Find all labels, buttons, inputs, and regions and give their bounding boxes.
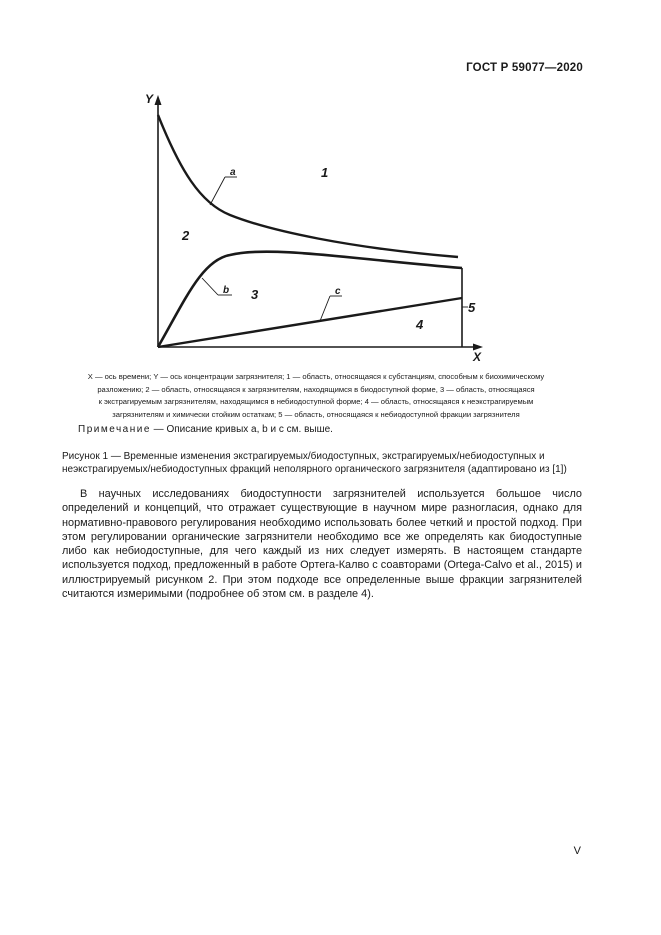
- region-label-1: 1: [321, 165, 329, 180]
- note-dash: —: [153, 424, 164, 435]
- leader-b: [202, 278, 218, 295]
- figure-note: [78, 424, 333, 435]
- figure-legend: [48, 371, 584, 421]
- y-axis-label: Y: [145, 92, 154, 106]
- curve-b: [158, 252, 462, 347]
- curve-label-a: a: [230, 167, 236, 178]
- legend-line: X — ось времени; Y — ось концентрации загрязнителя; 1 — область, относящаяся к субстанциям, способным к биохимическому: [87, 372, 545, 381]
- region-label-2: 2: [182, 228, 190, 243]
- page-number: V: [573, 845, 581, 857]
- region-label-5: 5: [468, 300, 476, 315]
- curve-a: [158, 115, 458, 257]
- body-text: [62, 487, 582, 601]
- region-label-3: 3: [251, 287, 259, 302]
- diagram-svg: [130, 85, 500, 375]
- leader-a: [210, 177, 225, 205]
- legend-line: разложению; 2 — область, относящаяся к загрязнителям, находящимся в биодоступной форме, 3 — область, относящаяся: [97, 384, 535, 394]
- body-paragraph: В научных исследованиях биодоступности загрязнителей используется большое число определений и концепций, что отражает существующие в научном мире разногласия, однако для нормативно-правового регулирования необходимо использовать более четкий и простой подход. При этом регулировании органические загрязнители необходимо все же определять как биодоступные либо как небиодоступные, для чего каждый из них следует измерять. В настоящем стандарте используется подход, предложенный в работе Ортега-Калво с соавторами (Ortega-Calvo et al., 2015) и иллюстрируемый рисунком 2. При этом подходе все определенные выше фракции загрязнителей считаются измеримыми (подробнее об этом см. в разделе 4).: [62, 488, 582, 601]
- legend-line: загрязнителям и химически стойким остаткам; 5 — область, относящаяся к небиодоступной фракции загрязнителя: [112, 409, 520, 419]
- note-label: Примечание: [78, 424, 151, 435]
- caption-line: неэкстрагируемых/небиодоступных фракций неполярного органического загрязнителя (адаптировано из [1]): [62, 464, 567, 475]
- figure-1-diagram: [130, 85, 500, 375]
- document-header: ГОСТ Р 59077—2020: [466, 62, 583, 74]
- y-axis-arrow: [155, 95, 162, 105]
- legend-line: к экстрагируемым загрязнителям, находящимся в небиодоступной форме; 4 — область, относящаяся к неэкстрагируемым: [98, 397, 534, 406]
- caption-line: Рисунок 1 — Временные изменения экстрагируемых/биодоступных, экстрагируемых/небиодоступных и: [62, 451, 545, 462]
- x-axis-label: X: [473, 350, 482, 364]
- region-label-4: 4: [416, 317, 424, 332]
- curve-label-b: b: [223, 285, 230, 296]
- figure-caption: [62, 450, 582, 476]
- curve-label-c: c: [335, 286, 341, 297]
- note-text: Описание кривых a, b и c см. выше.: [166, 424, 333, 435]
- leader-c: [320, 296, 330, 321]
